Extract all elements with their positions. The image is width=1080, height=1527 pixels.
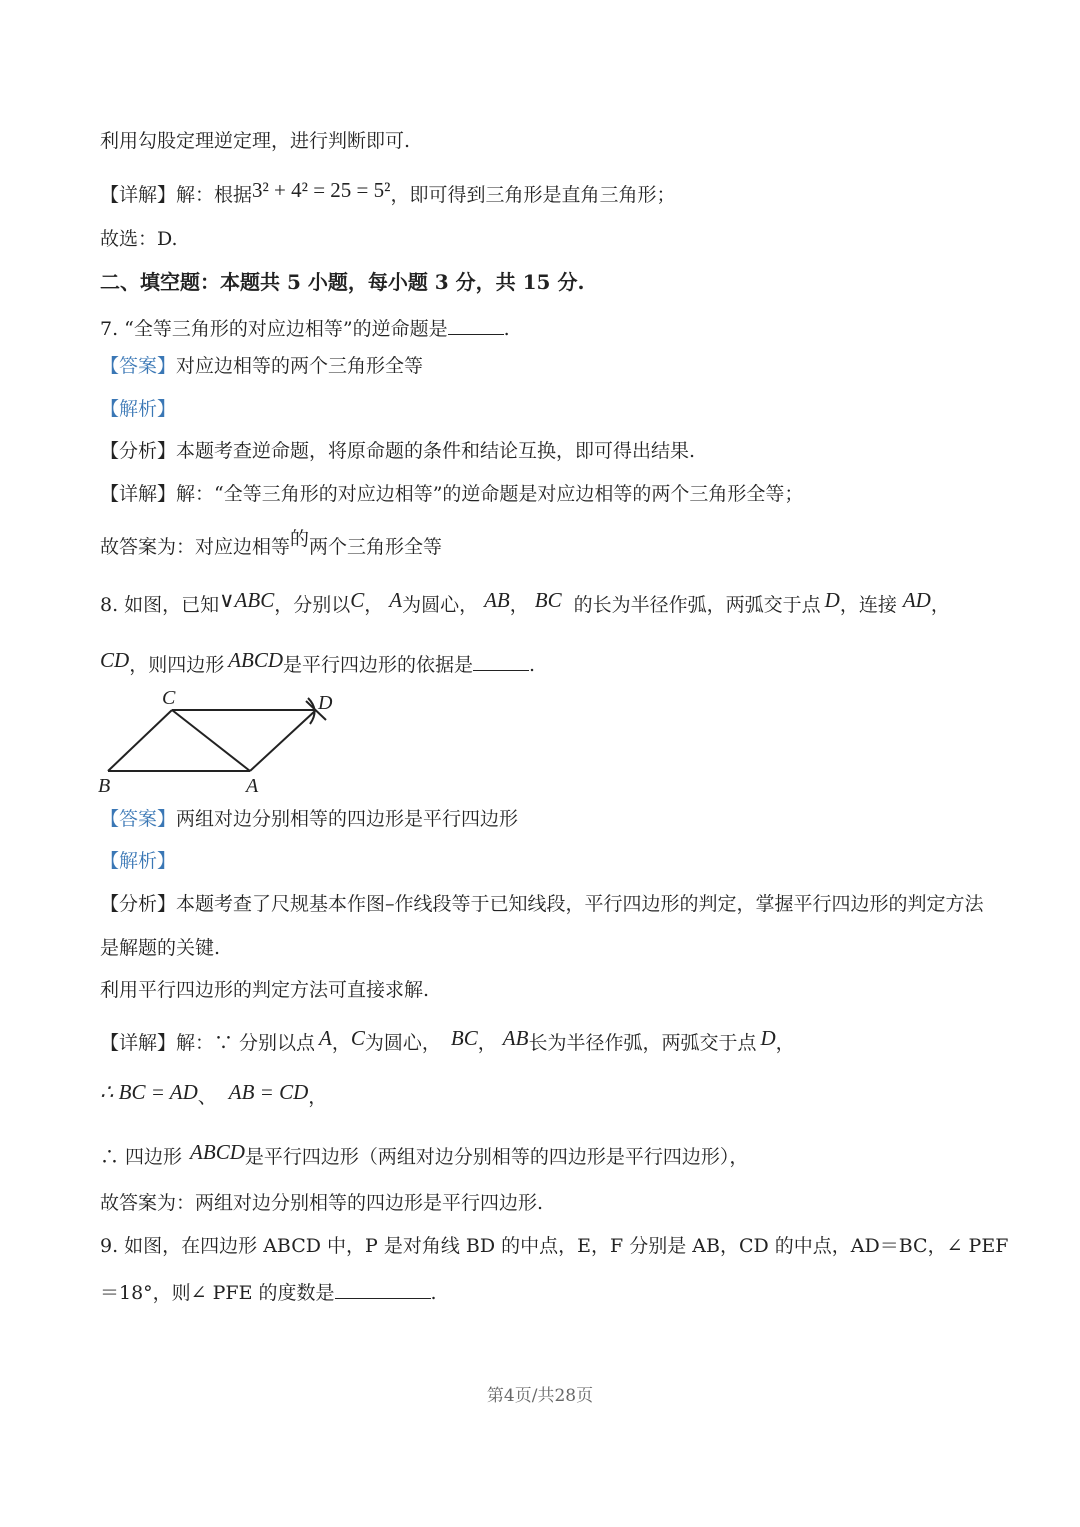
math-var: BC	[450, 1026, 478, 1050]
math-var: CD	[100, 648, 130, 672]
text-line	[100, 1140, 749, 1168]
text-line: 是解题的关键.	[100, 937, 221, 959]
text-span: 的长为半径作弧，两弧交于点	[573, 594, 821, 616]
answer-text: 两组对边分别相等的四边形是平行四边形	[176, 808, 519, 830]
text-line	[100, 1080, 328, 1108]
math-expression: ∴ BC = AD	[100, 1080, 198, 1104]
text-span: ，	[364, 594, 384, 616]
text-span: ，连接	[839, 594, 897, 616]
answer-blank	[448, 316, 504, 335]
analysis-label: 【解析】	[100, 850, 177, 872]
text-span: ＝18°，则∠ PFE 的度数是	[100, 1282, 335, 1304]
segment-ad	[250, 710, 316, 771]
text-span: 两个三角形全等	[309, 536, 443, 558]
text-line	[100, 1026, 795, 1054]
question-7	[100, 316, 510, 339]
triangle-symbol: ∨	[219, 588, 235, 612]
math-var: A	[389, 588, 403, 612]
label-d: D	[318, 692, 333, 714]
answer-line	[100, 357, 423, 376]
text-span: 是平行四边形的依据是	[283, 654, 474, 676]
text-span: ，分别以	[274, 594, 351, 616]
segment-ca	[172, 710, 250, 771]
text-span: 的	[290, 528, 310, 550]
answer-label: 【答案】	[100, 808, 177, 830]
text-span: .	[529, 654, 536, 676]
text-line	[100, 178, 676, 206]
text-line: 利用平行四边形的判定方法可直接求解.	[100, 979, 430, 1001]
text-span: 故答案为：对应边相等	[100, 536, 291, 558]
answer-label: 【答案】	[100, 355, 177, 377]
text-line	[100, 528, 443, 558]
text-span: 、	[197, 1086, 217, 1108]
figure-lines	[108, 698, 326, 771]
label-b: B	[98, 775, 111, 796]
text-span: ，	[477, 1032, 497, 1054]
detail-label: 【详解】解：∵ 分别以点	[100, 1032, 316, 1054]
math-var: AB	[484, 588, 510, 612]
page-footer: 第4页/共28页	[486, 1386, 594, 1406]
math-var: C	[350, 588, 365, 612]
label-a: A	[246, 775, 259, 796]
detail-label: 【详解】解：根据	[100, 184, 253, 206]
question-8	[100, 588, 950, 616]
answer-line	[100, 810, 518, 829]
math-var: D	[760, 1026, 776, 1050]
text-span: 为圆心，	[364, 1032, 441, 1054]
answer-blank	[335, 1280, 431, 1299]
text-span: 是平行四边形（两组对边分别相等的四边形是平行四边形），	[244, 1146, 749, 1168]
math-var: ABCD	[190, 1140, 245, 1164]
math-expression: AB = CD	[228, 1080, 309, 1104]
math-var: ABC	[234, 588, 275, 612]
math-var: ABCD	[228, 648, 284, 672]
text-span: ，	[775, 1032, 795, 1054]
text-span: 长为半径作弧，两弧交于点	[528, 1032, 757, 1054]
answer-text: 对应边相等的两个三角形全等	[176, 355, 424, 377]
text-span: 7. “全等三角形的对应边相等”的逆命题是	[100, 318, 448, 340]
text-span: ，	[331, 1032, 351, 1054]
section-heading: 二、填空题：本题共 5 小题，每小题 3 分，共 15 分.	[100, 270, 585, 294]
label-c: C	[162, 687, 176, 709]
math-var: AB	[502, 1026, 529, 1050]
question-9: 9. 如图，在四边形 ABCD 中，P 是对角线 BD 的中点，E，F 分别是 AB，CD 的中点，AD＝BC，∠ PEF	[100, 1235, 1009, 1257]
segment-bc	[108, 710, 172, 771]
text-span: ，则四边形	[129, 654, 225, 676]
text-line	[100, 1280, 437, 1303]
math-var: D	[824, 588, 840, 612]
text-line: 【分析】本题考查逆命题，将原命题的条件和结论互换，即可得出结果.	[100, 440, 696, 462]
text-span: ∴ 四边形	[100, 1146, 183, 1168]
parallelogram-figure	[96, 684, 346, 796]
text-span: ，	[509, 594, 529, 616]
math-var: BC	[534, 588, 562, 612]
answer-blank	[473, 652, 529, 671]
math-var: C	[350, 1026, 365, 1050]
text-span: ，	[308, 1086, 328, 1108]
math-expression: 3² + 4² = 25 = 5²	[252, 178, 391, 202]
text-line: 【分析】本题考查了尺规基本作图–作线段等于已知线段，平行四边形的判定，掌握平行四边形的判定方法	[100, 893, 984, 915]
text-line	[100, 648, 536, 676]
math-var: AD	[902, 588, 931, 612]
text-line: 故选：D.	[100, 228, 178, 250]
text-line: 利用勾股定理逆定理，进行判断即可.	[100, 130, 411, 152]
text-span: .	[430, 1282, 437, 1304]
text-span: 为圆心，	[402, 594, 479, 616]
text-line: 故答案为：两组对边分别相等的四边形是平行四边形.	[100, 1192, 544, 1214]
text-span: ，即可得到三角形是直角三角形；	[390, 184, 676, 206]
text-span: 8. 如图，已知	[100, 594, 220, 616]
text-span: ，	[930, 594, 950, 616]
text-span: .	[503, 318, 510, 340]
analysis-label: 【解析】	[100, 398, 177, 420]
text-line: 【详解】解：“全等三角形的对应边相等”的逆命题是对应边相等的两个三角形全等；	[100, 483, 804, 505]
math-var: A	[319, 1026, 332, 1050]
